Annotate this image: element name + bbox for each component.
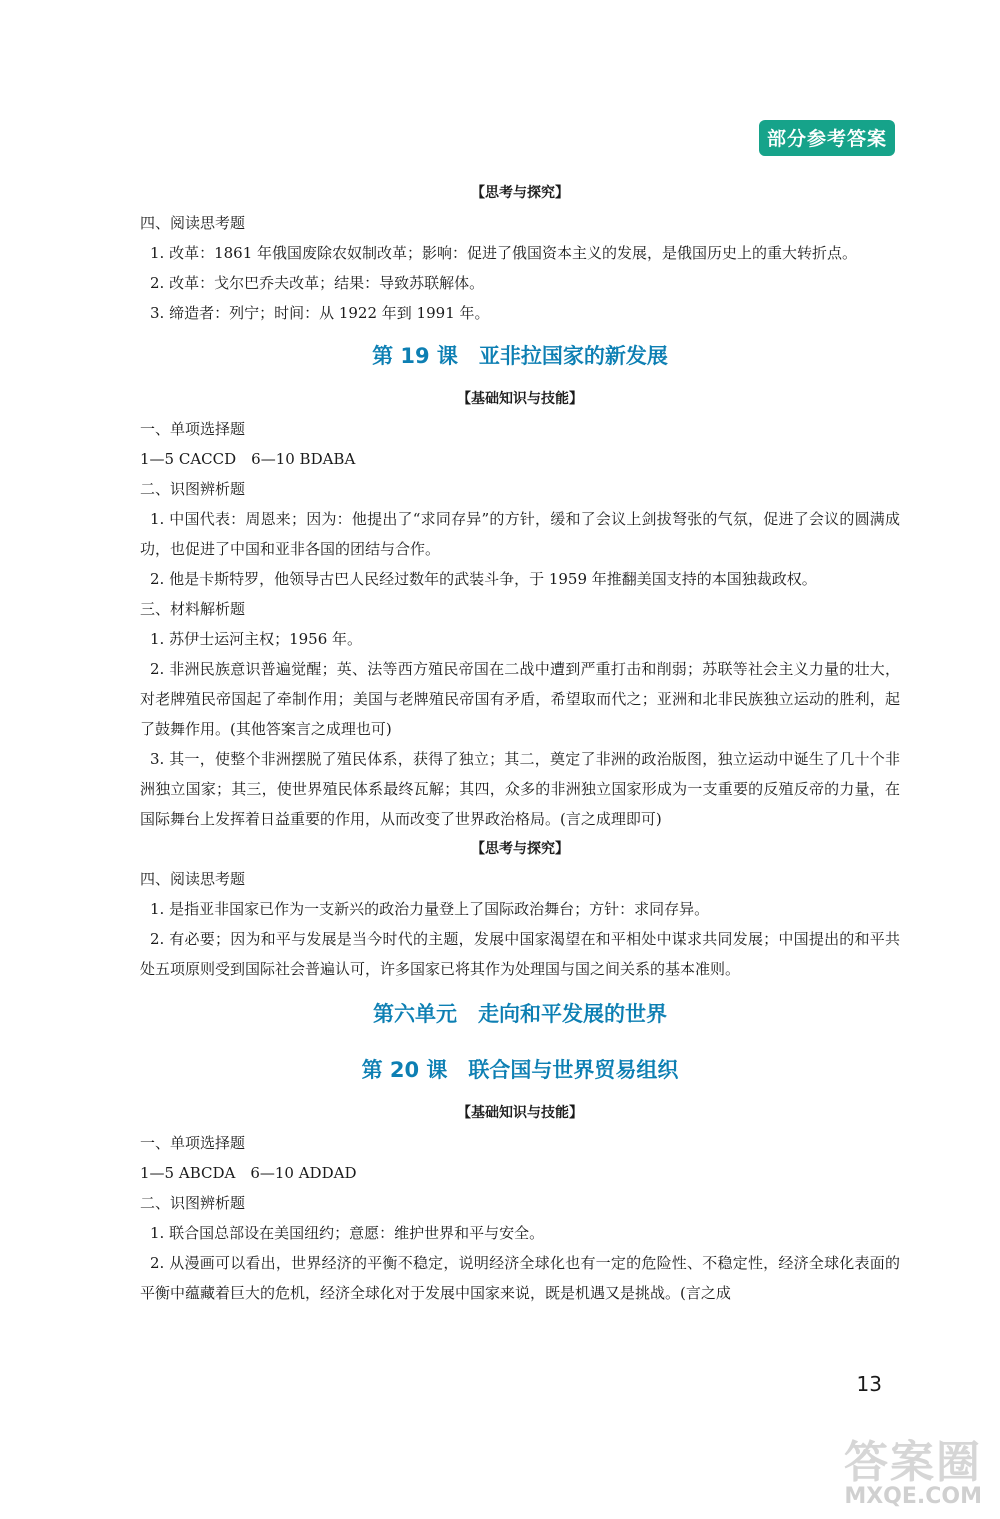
section-heading-think: 【思考与探究】: [471, 185, 569, 201]
choice-answers: 1—5 ABCDA 6—10 ADDAD: [140, 1164, 357, 1182]
answer-item: 1. 是指亚非国家已作为一支新兴的政治力量登上了国际政治舞台；方针：求同存异。: [150, 900, 710, 918]
question-title: 二、识图辨析题: [140, 480, 246, 498]
lesson-20-title: 第 20 课 联合国与世界贸易组织: [361, 1058, 679, 1082]
answer-item: 2. 从漫画可以看出，世界经济的平衡不稳定，说明经济全球化也有一定的危险性、不稳定性，经济全球化表面的平衡中蕴藏着巨大的危机，经济全球化对于发展中国家来说，既是机遇又是挑战。(言之成: [140, 1254, 900, 1302]
page-number: 13: [856, 1372, 882, 1396]
question-title: 四、阅读思考题: [140, 870, 246, 888]
watermark-logo: 答案圈: [844, 1437, 982, 1488]
answer-item: 1. 中国代表：周恩来；因为：他提出了“求同存异”的方针，缓和了会议上剑拔弩张的气氛，促进了会议的圆满成功，也促进了中国和亚非各国的团结与合作。: [140, 510, 900, 558]
answer-item: 3. 缔造者：列宁；时间：从 1922 年到 1991 年。: [150, 304, 490, 322]
question-title: 一、单项选择题: [140, 420, 246, 438]
section-heading-basic: 【基础知识与技能】: [457, 391, 583, 407]
section-heading-basic: 【基础知识与技能】: [457, 1105, 583, 1121]
answer-item: 3. 其一，使整个非洲摆脱了殖民体系，获得了独立；其二，奠定了非洲的政治版图，独立运动中诞生了几十个非洲独立国家；其三，使世界殖民体系最终瓦解；其四，众多的非洲独立国家形成为一支重要的反殖反帝的力量，在国际舞台上发挥着日益重要的作用，从而改变了世界政治格局。(言之成理即可): [140, 750, 900, 828]
answer-key-badge: 部分参考答案: [759, 120, 895, 156]
page-content: [140, 178, 900, 1308]
question-title: 一、单项选择题: [140, 1134, 246, 1152]
answer-item: 1. 改革：1861 年俄国废除农奴制改革；影响：促进了俄国资本主义的发展，是俄国历史上的重大转折点。: [150, 244, 858, 262]
lesson-19-title: 第 19 课 亚非拉国家的新发展: [372, 344, 668, 368]
unit-6-title: 第六单元 走向和平发展的世界: [373, 1002, 667, 1026]
answer-item: 2. 他是卡斯特罗，他领导古巴人民经过数年的武装斗争，于 1959 年推翻美国支持的本国独裁政权。: [150, 570, 817, 588]
question-title: 四、阅读思考题: [140, 214, 246, 232]
question-title: 三、材料解析题: [140, 600, 246, 618]
answer-item: 2. 改革：戈尔巴乔夫改革；结果：导致苏联解体。: [150, 274, 485, 292]
answer-item: 1. 苏伊士运河主权；1956 年。: [150, 630, 363, 648]
answer-item: 1. 联合国总部设在美国纽约；意愿：维护世界和平与安全。: [150, 1224, 545, 1242]
watermark-url: MXQE.COM: [844, 1484, 982, 1509]
section-heading-think: 【思考与探究】: [471, 841, 569, 857]
answer-item: 2. 非洲民族意识普遍觉醒；英、法等西方殖民帝国在二战中遭到严重打击和削弱；苏联等社会主义力量的壮大，对老牌殖民帝国起了牵制作用；美国与老牌殖民帝国有矛盾，希望取而代之；亚洲和北非民族独立运动的胜利，起了鼓舞作用。(其他答案言之成理也可): [140, 660, 900, 738]
choice-answers: 1—5 CACCD 6—10 BDABA: [140, 450, 356, 468]
question-title: 二、识图辨析题: [140, 1194, 246, 1212]
answer-item: 2. 有必要；因为和平与发展是当今时代的主题，发展中国家渴望在和平相处中谋求共同发展；中国提出的和平共处五项原则受到国际社会普遍认可，许多国家已将其作为处理国与国之间关系的基本准则。: [140, 930, 900, 978]
watermark: [844, 1426, 982, 1509]
